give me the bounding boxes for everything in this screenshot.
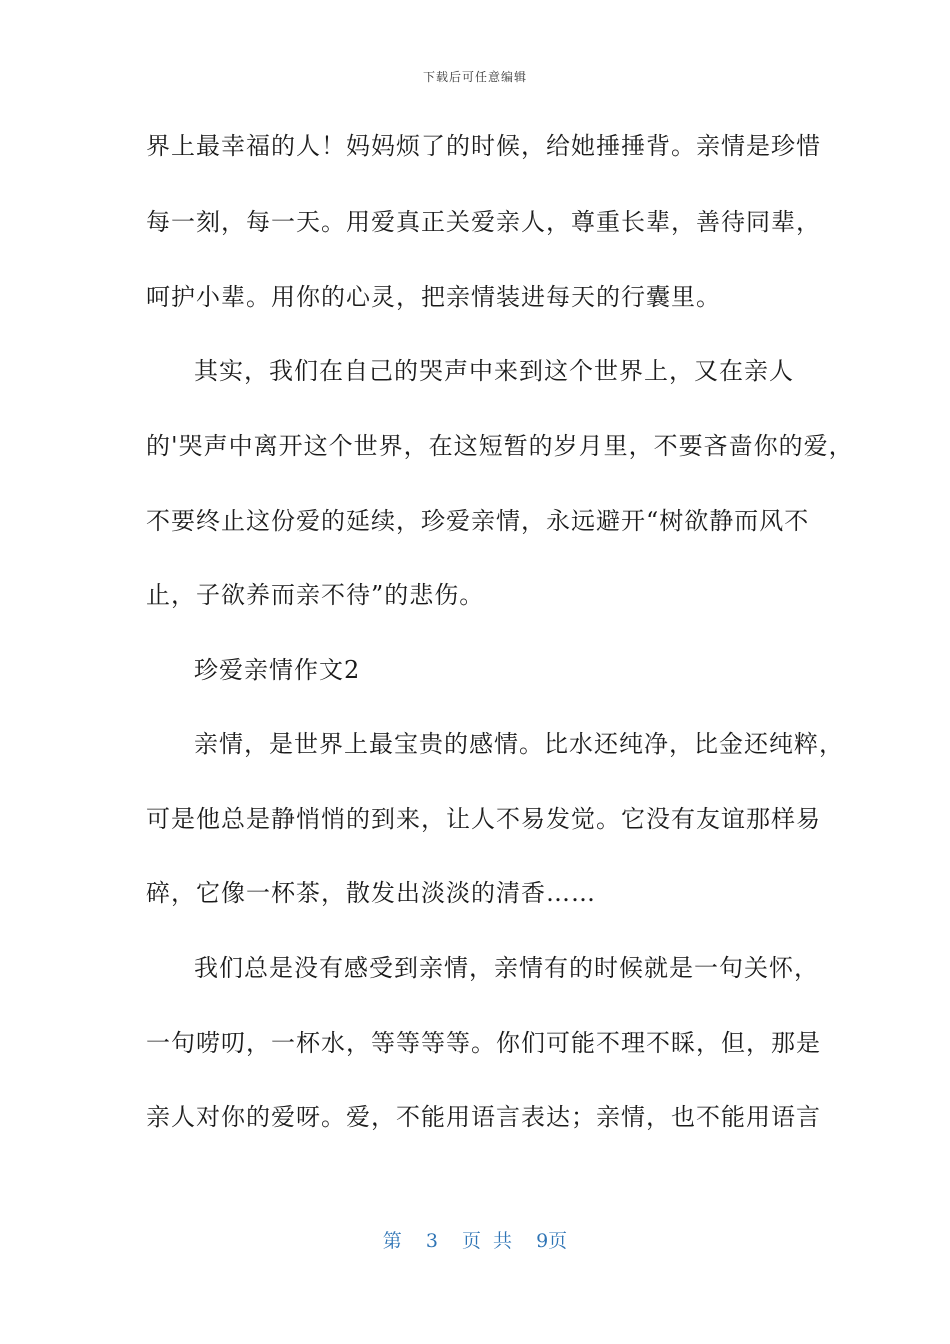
body-line: 可是他总是静悄悄的到来，让人不易发觉。它没有友谊那样易 [146, 805, 821, 833]
body-line: 界上最幸福的人！妈妈烦了的时候，给她捶捶背。亲情是珍惜 [146, 132, 821, 160]
body-line: 每一刻，每一天。用爱真正关爱亲人，尊重长辈，善待同辈， [146, 208, 821, 236]
body-line: 止，子欲养而亲不待”的悲伤。 [146, 581, 485, 609]
footer-total-pages: 9页 [536, 1230, 568, 1252]
footer-middle: 页 共 [462, 1230, 513, 1252]
footer-current-page: 3 [425, 1230, 438, 1252]
body-line: 其实，我们在自己的哭声中来到这个世界上，又在亲人 [194, 357, 794, 385]
body-line: 呵护小辈。用你的心灵，把亲情装进每天的行囊里。 [146, 283, 721, 311]
body-line: 一句唠叨，一杯水，等等等等。你们可能不理不睬，但，那是 [146, 1029, 821, 1057]
body-line: 亲情，是世界上最宝贵的感情。比水还纯净，比金还纯粹， [194, 730, 844, 758]
footer-prefix: 第 [382, 1230, 402, 1252]
page-header: 下载后可任意编辑 [422, 70, 527, 84]
body-line: 亲人对你的爱呀。爱，不能用语言表达；亲情，也不能用语言 [146, 1103, 821, 1131]
section-heading: 珍爱亲情作文2 [194, 656, 361, 684]
body-line: 我们总是没有感受到亲情，亲情有的时候就是一句关怀， [194, 954, 819, 982]
body-line: 碎，它像一杯茶，散发出淡淡的清香…… [146, 879, 596, 907]
page-number-footer [0, 1226, 950, 1253]
body-line: 不要终止这份爱的延续，珍爱亲情，永远避开“树欲静而风不 [146, 507, 810, 535]
body-line: 的'哭声中离开这个世界，在这短暂的岁月里，不要吝啬你的爱， [146, 432, 854, 460]
